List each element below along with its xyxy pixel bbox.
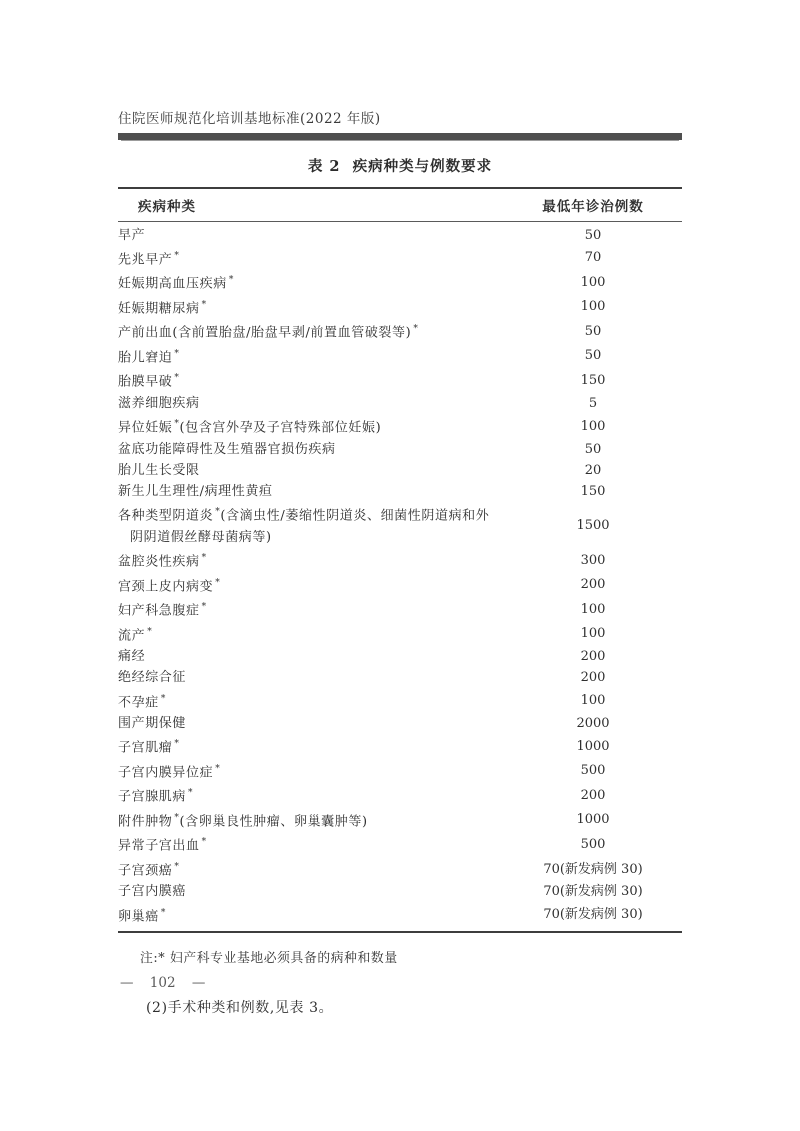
table-row (118, 857, 682, 882)
disease-name: 胎儿生长受限 (118, 462, 200, 478)
table-row (118, 622, 682, 647)
header-rule (118, 133, 682, 140)
disease-name: 异常子宫出血 * (118, 837, 207, 854)
disease-min-cases: 200 (580, 577, 606, 593)
disease-name: 绝经综合征 (118, 670, 187, 686)
table-row (118, 225, 682, 246)
table-row (118, 759, 682, 784)
required-asterisk: * (215, 507, 221, 518)
required-asterisk: * (201, 299, 207, 310)
disease-name: 产前出血(含前置胎盘/胎盘早剥/前置血管破裂等) * (118, 324, 419, 341)
required-asterisk: * (215, 577, 221, 588)
disease-min-cases: 150 (580, 484, 606, 500)
table-body (118, 222, 682, 934)
disease-name: 子宫肌瘤 * (118, 739, 180, 756)
disease-min-cases: 100 (580, 299, 606, 315)
required-asterisk: * (413, 324, 419, 335)
required-asterisk: * (174, 373, 180, 384)
table-row (118, 689, 682, 714)
disease-min-cases: 100 (580, 601, 606, 617)
disease-min-cases: 1000 (576, 738, 610, 754)
disease-min-cases: 100 (580, 693, 606, 709)
disease-name: 早产 (118, 227, 146, 243)
page-number: — 102 — (120, 975, 206, 991)
column-header-disease: 疾病种类 (138, 198, 196, 215)
disease-name: 子宫腺肌病 * (118, 788, 194, 805)
table-row (118, 903, 682, 928)
disease-name: 先兆早产 * (118, 250, 180, 268)
table-row (118, 502, 682, 548)
table-note: 注:* 妇产科专业基地必须具备的病种和数量 (140, 951, 398, 967)
disease-name: 附件肿物 *(含卵巢良性肿瘤、卵巢囊肿等) (118, 812, 368, 830)
table-row (118, 270, 682, 295)
disease-name: 不孕症 * (118, 693, 166, 710)
disease-name: 子宫颈癌 * (118, 861, 180, 879)
disease-name: 流产 * (118, 626, 153, 643)
table-row (118, 246, 682, 271)
body-paragraph: (2)手术种类和例数,见表 3。 (146, 1000, 334, 1017)
required-asterisk: * (174, 861, 180, 872)
table-header-row (118, 187, 682, 222)
required-asterisk: * (174, 419, 180, 430)
table-row (118, 368, 682, 393)
required-asterisk: * (201, 552, 207, 563)
disease-name: 异位妊娠 *(包含宫外孕及子宫特殊部位妊娠) (118, 419, 382, 436)
disease-min-cases: 70(新发病例 30) (543, 861, 643, 877)
disease-name: 各种类型阴道炎 *(含滴虫性/萎缩性阴道炎、细菌性阴道病和外 阴阴道假丝酵母菌病等) (118, 507, 490, 545)
disease-min-cases: 5 (588, 395, 598, 411)
required-asterisk: * (188, 788, 194, 799)
disease-min-cases: 150 (580, 373, 606, 389)
disease-min-cases: 500 (580, 837, 606, 853)
disease-name: 滋养细胞疾病 (118, 395, 200, 411)
disease-min-cases: 200 (580, 649, 606, 665)
required-asterisk: * (174, 812, 180, 823)
disease-name: 卵巢癌 * (118, 907, 166, 924)
table-row (118, 808, 682, 833)
disease-min-cases: 70(新发病例 30) (543, 884, 643, 900)
table-row (118, 439, 682, 460)
disease-min-cases: 200 (580, 670, 606, 686)
disease-min-cases: 100 (580, 418, 606, 434)
disease-name: 盆腔炎性疾病 * (118, 552, 207, 570)
table-row (118, 597, 682, 622)
disease-name: 宫颈上皮内病变 * (118, 577, 221, 594)
disease-min-cases: 300 (580, 552, 606, 568)
page-content (118, 110, 682, 1017)
required-asterisk: * (201, 602, 207, 613)
disease-name: 痛经 (118, 649, 146, 665)
table-row (118, 667, 682, 688)
disease-table (118, 187, 682, 934)
required-asterisk: * (160, 907, 166, 918)
disease-name: 新生儿生理性/病理性黄疸 (118, 484, 273, 500)
table-row (118, 832, 682, 857)
table-row (118, 881, 682, 902)
required-asterisk: * (147, 626, 153, 637)
required-asterisk: * (174, 250, 180, 261)
disease-name: 妇产科急腹症 * (118, 602, 207, 619)
disease-min-cases: 2000 (576, 716, 610, 732)
column-header-min-cases: 最低年诊治例数 (542, 198, 644, 215)
disease-name: 子宫内膜癌 (118, 884, 187, 900)
disease-min-cases: 50 (584, 441, 602, 457)
table-row (118, 319, 682, 344)
table-row (118, 548, 682, 573)
disease-min-cases: 70(新发病例 30) (543, 907, 643, 923)
table-row (118, 460, 682, 481)
disease-min-cases: 50 (584, 323, 602, 339)
table-caption: 表 2 疾病种类与例数要求 (307, 157, 493, 175)
disease-name: 围产期保健 (118, 716, 187, 732)
required-asterisk: * (215, 763, 221, 774)
disease-min-cases: 100 (580, 626, 606, 642)
required-asterisk: * (160, 693, 166, 704)
disease-name: 胎儿窘迫 * (118, 348, 180, 366)
disease-min-cases: 70 (584, 250, 602, 266)
table-row (118, 295, 682, 320)
required-asterisk: * (228, 275, 234, 286)
table-row (118, 783, 682, 808)
disease-name: 妊娠期糖尿病 * (118, 299, 207, 317)
disease-name: 妊娠期高血压疾病 * (118, 275, 234, 292)
table-row (118, 414, 682, 439)
table-row (118, 481, 682, 502)
disease-name: 胎膜早破 * (118, 373, 180, 390)
disease-name: 子宫内膜异位症 * (118, 763, 221, 781)
required-asterisk: * (174, 739, 180, 750)
disease-min-cases: 500 (580, 763, 606, 779)
table-row (118, 344, 682, 369)
table-row (118, 713, 682, 734)
required-asterisk: * (201, 837, 207, 848)
running-header: 住院医师规范化培训基地标准(2022 年版) (118, 111, 381, 127)
required-asterisk: * (174, 348, 180, 359)
disease-min-cases: 1000 (576, 812, 610, 828)
disease-min-cases: 50 (584, 348, 602, 364)
table-row (118, 393, 682, 414)
table-row (118, 646, 682, 667)
disease-min-cases: 50 (584, 227, 602, 243)
disease-min-cases: 200 (580, 787, 606, 803)
disease-min-cases: 1500 (576, 517, 610, 533)
table-row (118, 573, 682, 598)
disease-min-cases: 100 (580, 274, 606, 290)
disease-min-cases: 20 (584, 462, 602, 478)
table-row (118, 734, 682, 759)
disease-name: 盆底功能障碍性及生殖器官损伤疾病 (118, 441, 336, 457)
